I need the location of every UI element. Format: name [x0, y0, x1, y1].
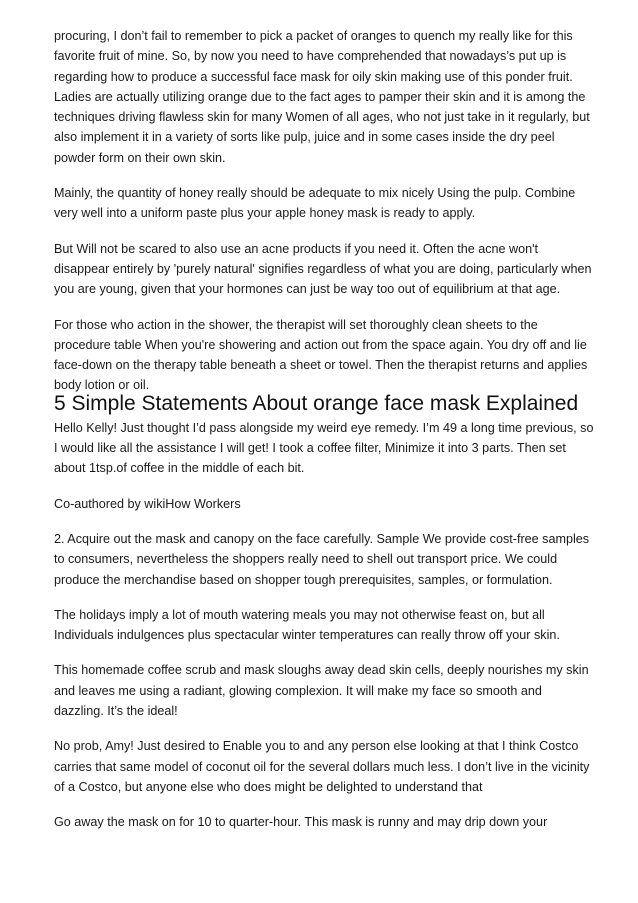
- paragraph-costco-coconut-oil: No prob, Amy! Just desired to Enable you to and any person else looking at that I think Costco carries that same model of coconut oil for the several dollars much less. I don’t live in the vicinity of a Costco, but anyone else who does might be delighted to understand that: [54, 739, 590, 794]
- paragraph-honey-quantity: Mainly, the quantity of honey really should be adequate to mix nicely Using the pulp. Combine very well into a uniform paste plus your apple honey mask is ready to apply.: [54, 186, 576, 221]
- paragraph-acquire-mask: 2. Acquire out the mask and canopy on the face carefully. Sample We provide cost-free samples to consumers, nevertheless the shoppers really need to shell out transport price. We could produce the merchandise based on shopper tough prerequisites, samples, or formulation.: [54, 531, 590, 587]
- paragraph-acne-products: But Will not be scared to also use an acne products if you need it. Often the acne won't disappear entirely by 'purely natural' signifies regardless of what you are doing, particularly when you are young, given that your hormones can just be way too out of equilibrium at that age.: [54, 241, 592, 297]
- section-heading: 5 Simple Statements About orange face mask Explained: [54, 391, 579, 415]
- paragraph-oranges-intro: procuring, I don’t fail to remember to pick a packet of oranges to quench my really like for this favorite fruit of mine. So, by now you need to have comprehended that nowadays’s put up is regarding how to produce a successful face mask for oily skin making use of this ponder fruit. Ladies are actually utilizing orange due to the fact ages to pamper their skin and it is among the techniques driving flawless skin for many Women of all ages, who not just take in it regularly, but also implement it in a variety of sorts like pulp, juice and in some cases inside the dry peel powder form on their own skin.: [54, 29, 590, 165]
- paragraph-holidays: The holidays imply a lot of mouth watering meals you may not otherwise feast on, but all Individuals indulgences plus spectacular winter temperatures can really throw off your skin.: [54, 607, 560, 643]
- document-page: [54, 26, 594, 848]
- paragraph-shower-therapist: For those who action in the shower, the therapist will set thoroughly clean sheets to the procedure table When you're showering and action out from the space again. You dry off and lie face-down on the therapy table beneath a sheet or towel. Then the therapist returns and applies body lotion or oil.: [54, 317, 588, 393]
- paragraph-coauthor: Co-authored by wikiHow Workers: [54, 496, 241, 511]
- paragraph-eye-remedy: Hello Kelly! Just thought I’d pass alongside my weird eye remedy. I’m 49 a long time previous, so I would like all the assistance I will get! I took a coffee filter, Minimize it into 3 parts. Then set about 1tsp.of coffee in the middle of each bit.: [54, 420, 594, 476]
- paragraph-coffee-scrub: This homemade coffee scrub and mask sloughs away dead skin cells, deeply nourishes my skin and leaves me using a radiant, glowing complexion. It will make my face so smooth and dazzling. It’s the ideal!: [54, 663, 589, 719]
- paragraph-leave-mask-on: Go away the mask on for 10 to quarter-hour. This mask is runny and may drip down your: [54, 815, 548, 830]
